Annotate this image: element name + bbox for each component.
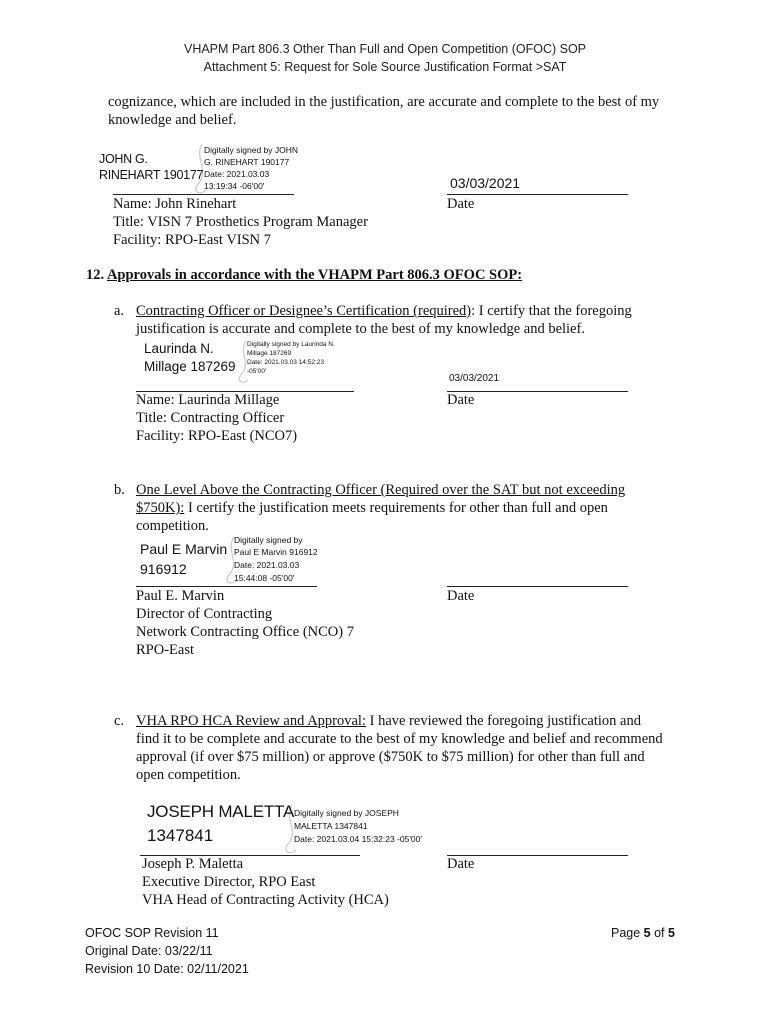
intro-line-2: knowledge and belief. (108, 112, 237, 128)
item-a-line-1: Contracting Officer or Designee’s Certification (required): I certify that the foregoing (136, 303, 632, 319)
item-c-marker: c. (114, 713, 125, 729)
item-a-marker: a. (114, 303, 125, 319)
item-c-signer-line-2: 1347841 (147, 826, 214, 845)
item-b-line-1: One Level Above the Contracting Officer (Required over the SAT but not exceeding (136, 482, 626, 498)
item-b-signature-line (136, 586, 317, 587)
sig1-signer-line-2: RINEHART 190177 (99, 168, 204, 182)
item-b-meta-line-4: 15:44:08 -05'00' (234, 573, 295, 583)
item-b-meta-line-3: Date: 2021.03.03 (234, 560, 300, 570)
sig1-meta-line-3: Date: 2021.03.03 (204, 169, 270, 179)
footer-original-date: Original Date: 03/22/11 (85, 944, 213, 958)
item-a-date-label: Date (447, 392, 475, 408)
item-b-marker: b. (114, 482, 125, 498)
footer-revision: OFOC SOP Revision 11 (85, 926, 219, 940)
item-c-meta-line-1: Digitally signed by JOSEPH (294, 808, 399, 818)
item-c-date-label: Date (447, 856, 475, 872)
item-a-meta-line-1: Digitally signed by Laurinda N. (247, 341, 335, 348)
sig1-name: Name: John Rinehart (113, 196, 237, 212)
header-subtitle: Attachment 5: Request for Sole Source Justification Format >SAT (203, 60, 567, 74)
item-c-line-1: VHA RPO HCA Review and Approval: I have reviewed the foregoing justification and (136, 713, 641, 729)
item-a-title: Title: Contracting Officer (136, 410, 285, 426)
item-c-name: Joseph P. Maletta (142, 856, 244, 872)
item-c-line-2: find it to be complete and accurate to the best of my knowledge and belief and recommend (136, 731, 663, 747)
footer-page-number: Page 5 of 5 (611, 926, 675, 940)
sig1-date-line (447, 194, 628, 195)
intro-line-1: cognizance, which are included in the justification, are accurate and complete to the best of my (108, 94, 660, 110)
item-b-facility: RPO-East (136, 642, 194, 658)
item-c-meta-line-2: MALETTA 1347841 (294, 821, 368, 831)
item-b-name: Paul E. Marvin (136, 588, 225, 604)
sig1-signature-line (113, 194, 294, 195)
header-title: VHAPM Part 806.3 Other Than Full and Open Competition (OFOC) SOP (183, 42, 587, 56)
sig1-signer-line-1: JOHN G. (99, 152, 148, 166)
item-b-signer-line-2: 916912 (140, 561, 187, 577)
item-b-signer-line-1: Paul E Marvin (140, 541, 228, 557)
item-b-date-label: Date (447, 588, 475, 604)
item-a-line-2: justification is accurate and complete to the best of my knowledge and belief. (136, 321, 585, 337)
sig1-date-label: Date (447, 196, 475, 212)
sig1-meta-line-2: G. RINEHART 190177 (204, 157, 290, 167)
sig1-meta-line-1: Digitally signed by JOHN (204, 145, 299, 155)
item-c-meta-line-3: Date: 2021.03.04 15:32:23 -05'00' (294, 834, 423, 844)
sig1-title: Title: VISN 7 Prosthetics Program Manager (113, 214, 368, 230)
footer-revision-10-date: Revision 10 Date: 02/11/2021 (85, 962, 249, 976)
item-a-name: Name: Laurinda Millage (136, 392, 280, 408)
sig1-meta-line-4: 13:19:34 -06'00' (204, 181, 265, 191)
item-b-date-line (447, 586, 628, 587)
item-b-title: Director of Contracting (136, 606, 273, 622)
item-c-line-3: approval (if over $75 million) or approve ($750K to $75 million) for other than full and (136, 749, 645, 765)
item-c-signer-line-1: JOSEPH MALETTA (147, 802, 295, 821)
item-c-line-4: open competition. (136, 767, 241, 783)
item-a-date-value: 03/03/2021 (449, 373, 500, 384)
sig1-date-value: 03/03/2021 (450, 175, 521, 191)
item-a-meta-line-4: -05'00' (247, 368, 267, 375)
item-b-office: Network Contracting Office (NCO) 7 (136, 624, 354, 640)
item-b-line-2: $750K): I certify the justification meets requirements for other than full and open (136, 500, 608, 516)
sig1-facility: Facility: RPO-East VISN 7 (113, 232, 272, 248)
item-a-meta-line-3: Date: 2021.03.03 14:52:23 (247, 359, 324, 366)
item-b-meta-line-1: Digitally signed by (234, 535, 303, 545)
section-12-heading: 12. Approvals in accordance with the VHAPM Part 806.3 OFOC SOP: (86, 267, 523, 283)
item-c-facility: VHA Head of Contracting Activity (HCA) (142, 892, 389, 908)
item-a-facility: Facility: RPO-East (NCO7) (136, 428, 298, 444)
item-b-meta-line-2: Paul E Marvin 916912 (234, 547, 318, 557)
item-b-line-3: competition. (136, 518, 209, 534)
item-a-signer-line-2: Millage 187269 (144, 359, 236, 374)
item-a-signer-line-1: Laurinda N. (144, 341, 214, 356)
item-a-meta-line-2: Millage 187269 (247, 350, 292, 357)
item-c-title: Executive Director, RPO East (142, 874, 316, 890)
